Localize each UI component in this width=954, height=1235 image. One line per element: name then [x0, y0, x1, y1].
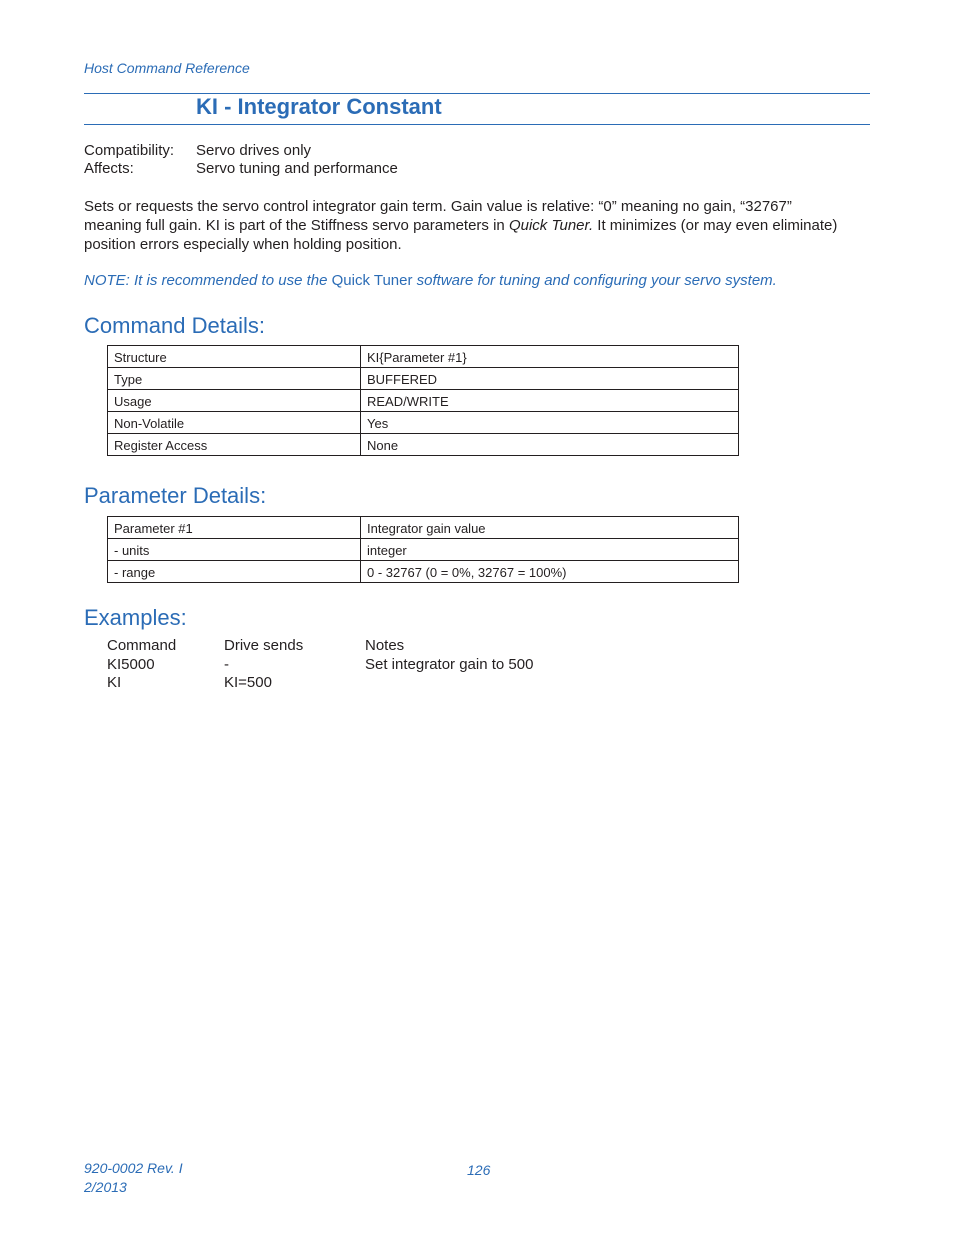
- table-cell: - range: [108, 561, 361, 583]
- table-cell: BUFFERED: [361, 368, 739, 390]
- table-row: [108, 561, 739, 583]
- table-cell: - units: [108, 539, 361, 561]
- command-details-heading: Command Details:: [84, 313, 265, 338]
- description-text-1: Sets or requests the servo control integrator gain term. Gain value is relative: “0” meaning no gain, “32767” meaning full gain. KI is part of the Stiffness servo parameters in: [84, 198, 792, 234]
- example-note: Set integrator gain to 500: [365, 655, 534, 673]
- table-cell: Usage: [108, 390, 361, 412]
- example-command: KI5000: [107, 655, 155, 673]
- table-cell: Structure: [108, 346, 361, 368]
- table-cell: Type: [108, 368, 361, 390]
- note: [84, 272, 777, 289]
- table-cell: KI{Parameter #1}: [361, 346, 739, 368]
- table-cell: Non-Volatile: [108, 412, 361, 434]
- compatibility-value: Servo drives only: [196, 142, 312, 159]
- page-title: KI - Integrator Constant: [196, 94, 442, 119]
- note-quick-tuner: Quick Tuner: [331, 272, 413, 289]
- description: [84, 197, 844, 254]
- table-cell: Register Access: [108, 434, 361, 456]
- table-row: [108, 390, 739, 412]
- title-rule-bottom: [84, 124, 870, 125]
- examples-header-drive-sends: Drive sends: [224, 637, 304, 654]
- example-drive-sends: KI=500: [224, 674, 272, 691]
- table-row: [108, 434, 739, 456]
- example-command: KI: [107, 674, 122, 691]
- command-details-table: [107, 345, 739, 456]
- examples-col-drive-sends: [224, 637, 303, 693]
- table-row: [108, 368, 739, 390]
- table-cell: integer: [361, 539, 739, 561]
- examples-header-command: Command: [107, 637, 177, 654]
- table-row: [108, 539, 739, 561]
- examples-heading: Examples:: [84, 605, 187, 630]
- table-row: [108, 517, 739, 539]
- example-drive-sends: -: [224, 655, 229, 673]
- table-cell: Parameter #1: [108, 517, 361, 539]
- description-text-2: It minimizes (or may even eliminate) position errors especially when holding position.: [84, 217, 838, 253]
- footer-date: 2/2013: [84, 1179, 127, 1195]
- table-row: [108, 412, 739, 434]
- table-cell: Integrator gain value: [361, 517, 739, 539]
- parameter-details-heading: Parameter Details:: [84, 483, 267, 508]
- table-cell: None: [361, 434, 739, 456]
- examples-col-notes: [365, 637, 533, 674]
- header-reference: Host Command Reference: [84, 60, 250, 76]
- note-text-2: software for tuning and configuring your servo system.: [412, 272, 777, 289]
- footer-page-number: 126: [467, 1162, 491, 1178]
- footer-doc-number: 920-0002 Rev. I: [84, 1160, 183, 1176]
- compatibility-label: Compatibility:: [84, 142, 175, 159]
- description-quick-tuner: Quick Tuner.: [508, 217, 594, 234]
- affects-label: Affects:: [84, 160, 134, 177]
- affects-value: Servo tuning and performance: [196, 160, 398, 177]
- parameter-details-table: [107, 516, 739, 583]
- table-cell: READ/WRITE: [361, 390, 739, 412]
- examples-col-command: [107, 637, 176, 693]
- note-text-1: NOTE: It is recommended to use the: [84, 272, 332, 289]
- table-row: [108, 346, 739, 368]
- examples-header-notes: Notes: [365, 637, 405, 654]
- table-cell: Yes: [361, 412, 739, 434]
- table-cell: 0 - 32767 (0 = 0%, 32767 = 100%): [361, 561, 739, 583]
